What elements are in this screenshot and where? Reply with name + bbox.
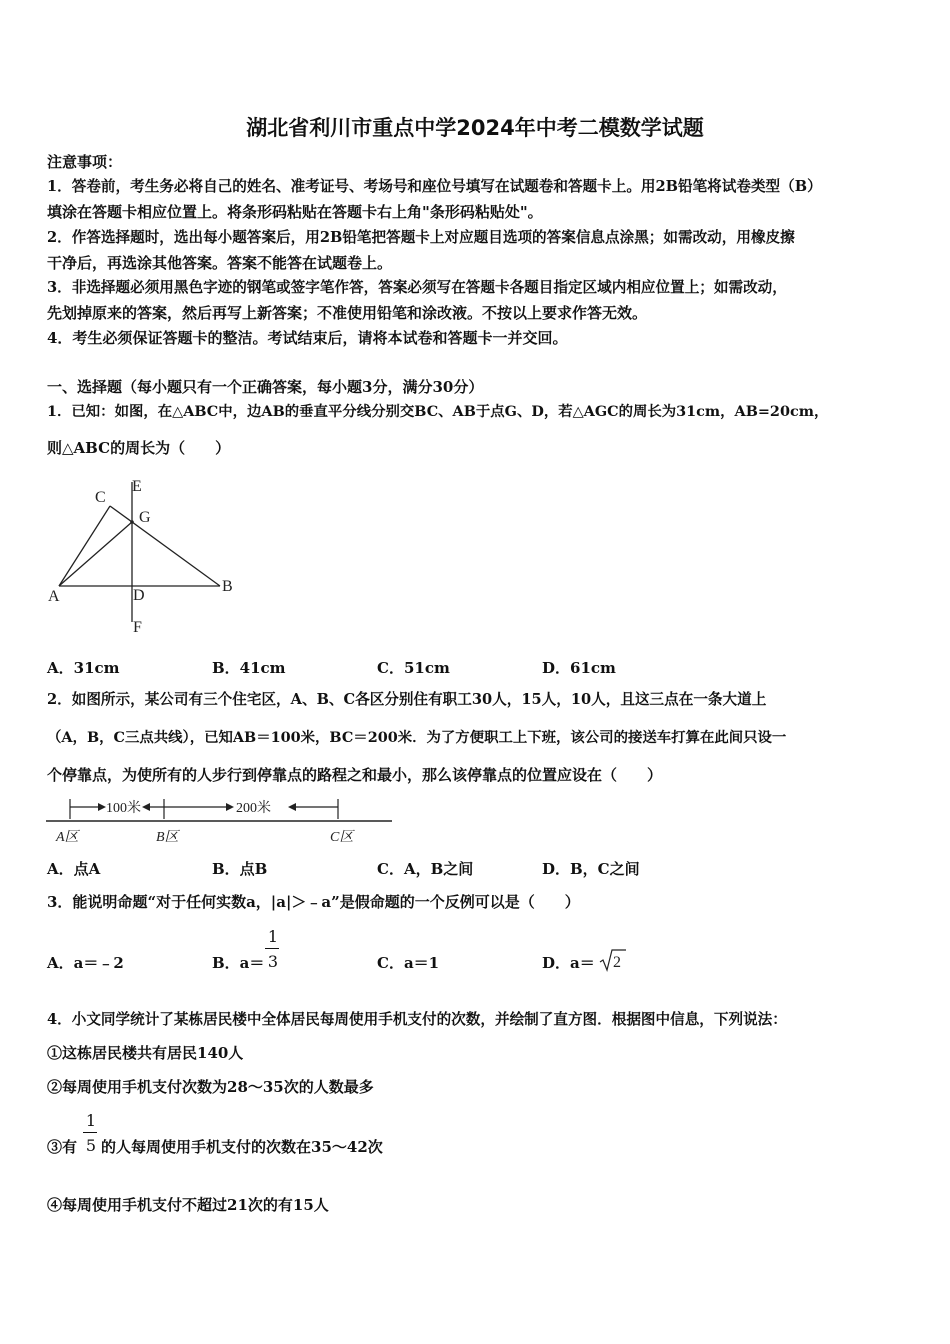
notice-line: 填涂在答题卡相应位置上。将条形码粘贴在答题卡右上角"条形码粘贴处"。	[47, 203, 543, 221]
arrow-head	[226, 803, 234, 811]
q1-option-d[interactable]: D．61cm	[542, 659, 616, 677]
section-heading: 一、选择题（每小题只有一个正确答案，每小题3分，满分30分）	[47, 378, 484, 396]
q3-option-b[interactable]	[212, 952, 264, 973]
arrow-head	[142, 803, 150, 811]
q4-statement-3-suffix: 的人每周使用手机支付的次数在35～42次	[101, 1138, 383, 1156]
label-d: D	[133, 587, 145, 604]
notice-line: 2．作答选择题时，选出每小题答案后，用2B铅笔把答题卡上对应题目选项的答案信息点涂黑；如需改动，用橡皮擦	[47, 229, 795, 246]
zone-b-label: B区	[156, 830, 179, 845]
q1-triangle-figure	[40, 470, 250, 640]
q1-text: 则△ABC的周长为（ ）	[47, 439, 231, 457]
notice-heading: 注意事项：	[47, 153, 123, 171]
q1-option-c[interactable]: C．51cm	[377, 659, 450, 677]
label-b: B	[222, 578, 233, 595]
fraction-bar	[265, 948, 279, 949]
notice-line: 先划掉原来的答案，然后再写上新答案；不准使用铅笔和涂改液。不按以上要求作答无效。	[47, 304, 648, 322]
fraction-bar	[83, 1132, 97, 1133]
page-title: 湖北省利川市重点中学2024年中考二模数学试题	[246, 116, 704, 140]
q2-option-d[interactable]: D．B，C之间	[542, 860, 640, 878]
zone-a-label: A区	[56, 830, 79, 845]
dim-label-ab: 100米	[106, 801, 141, 816]
q3-option-d-prefix: D．a＝	[542, 954, 595, 972]
sqrt-radicand: 2	[613, 954, 621, 971]
q1-option-a[interactable]: A．31cm	[47, 659, 120, 677]
edge-ag	[59, 522, 132, 586]
edge-ac	[59, 506, 110, 586]
q1-text: 1．已知：如图，在△ABC中，边AB的垂直平分线分别交BC、AB于点G、D，若△AGC的周长为31cm，AB=20cm，	[47, 403, 829, 420]
arrow-head	[288, 803, 296, 811]
q4-statement-2: ②每周使用手机支付次数为28～35次的人数最多	[47, 1078, 374, 1096]
label-a: A	[48, 588, 60, 605]
notice-line: 3．非选择题必须用黑色字迹的钢笔或签字笔作答，答案必须写在答题卡各题目指定区域内相应位置上；如需改动，	[47, 279, 787, 296]
q3-option-c[interactable]: C．a＝1	[377, 954, 440, 972]
q2-option-c[interactable]: C．A，B之间	[377, 860, 474, 878]
q2-text: 个停靠点，为使所有的人步行到停靠点的路程之和最小，那么该停靠点的位置应设在（ ）	[47, 766, 663, 784]
q4-text: 4．小文同学统计了某栋居民楼中全体居民每周使用手机支付的次数，并绘制了直方图．根据图中信息，下列说法：	[47, 1011, 787, 1028]
label-e: E	[132, 478, 142, 495]
q3-text: 3．能说明命题“对于任何实数a，|a|＞﹣a”是假命题的一个反例可以是（ ）	[47, 893, 580, 911]
fraction-denominator: 5	[85, 1136, 97, 1155]
q1-option-b[interactable]: B．41cm	[212, 659, 286, 677]
q2-road-figure	[44, 793, 404, 851]
notice-line: 4．考生必须保证答题卡的整洁。考试结束后，请将本试卷和答题卡一并交回。	[47, 329, 568, 347]
label-c: C	[95, 489, 106, 506]
q4-statement-4: ④每周使用手机支付不超过21次的有15人	[47, 1196, 329, 1214]
notice-line: 1．答卷前，考生务必将自己的姓名、准考证号、考场号和座位号填写在试题卷和答题卡上。用2B铅笔将试卷类型（B）	[47, 178, 822, 195]
fraction-denominator: 3	[267, 952, 279, 971]
notice-line: 干净后，再选涂其他答案。答案不能答在试题卷上。	[47, 254, 393, 272]
q2-option-a[interactable]: A．点A	[47, 860, 101, 878]
q3-option-d[interactable]	[542, 952, 595, 973]
q4-statement-1: ①这栋居民楼共有居民140人	[47, 1044, 244, 1062]
edge-cb	[110, 506, 220, 586]
zone-c-label: C区	[330, 830, 354, 845]
q2-text: 2．如图所示，某公司有三个住宅区，A、B、C各区分别住有职工30人，15人，10人，且这三点在一条大道上	[47, 691, 767, 708]
q4-statement-3-prefix: ③有	[47, 1138, 78, 1156]
sqrt-symbol	[598, 947, 628, 973]
fraction-numerator: 1	[267, 927, 279, 946]
q2-option-b[interactable]: B．点B	[212, 860, 268, 878]
q2-text: （A，B，C三点共线），已知AB＝100米，BC＝200米．为了方便职工上下班，该公司的接送车打算在此间只设一	[47, 729, 787, 746]
q3-option-a[interactable]: A．a＝﹣2	[47, 954, 124, 972]
q3-option-b-prefix: B．a＝	[212, 954, 265, 972]
point-g	[130, 520, 134, 524]
label-f: F	[133, 619, 142, 636]
label-g: G	[139, 509, 151, 526]
dim-label-bc: 200米	[236, 801, 271, 816]
fraction-numerator: 1	[85, 1111, 97, 1130]
arrow-head	[98, 803, 106, 811]
